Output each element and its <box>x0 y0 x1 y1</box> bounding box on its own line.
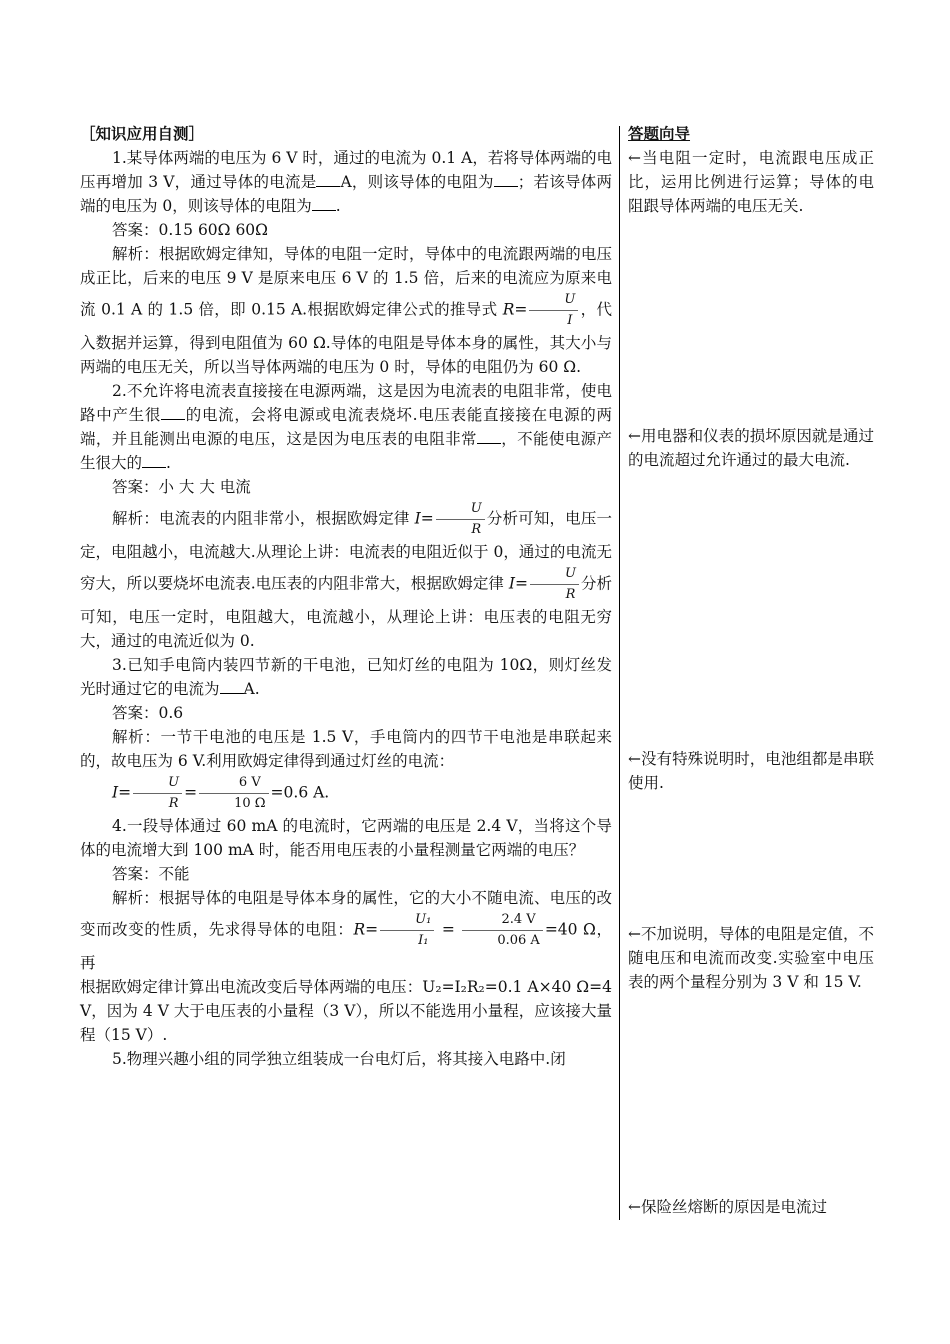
fraction-values: $\frac{6 V}{10 \Omega}$ <box>199 773 268 814</box>
answer-2: 答案：小 大 大 电流 <box>112 478 251 496</box>
explanation-4-cont: 根据欧姆定律计算出电流改变后导体两端的电压：U₂=I₂R₂=0.1 A×40 Ω=4 V，因为 4 V 大于电压表的小量程（3 V），所以不能选用小量程，应该接大量程（15 V）. <box>80 978 612 1044</box>
explanation-4: 解析：根据导体的电阻是导体本身的属性，它的大小不随电流、电压的改变而改变的性质，先求得导体的电阻：R= $\frac{\text{U₁}}{\text{I₁}}$ = $\frac{2.4 V}{0.06 A}$ =40 Ω，再 <box>80 889 612 972</box>
answer-4: 答案：不能 <box>112 865 190 883</box>
equation-3: I= $\frac{U}{R}$ = $\frac{6 V}{10 \Omega}$ =0.6 A. <box>80 773 612 814</box>
fraction-u-over-r: $\frac{U}{R}$ <box>133 773 182 814</box>
answer-1: 答案：0.15 60Ω 60Ω <box>112 221 269 239</box>
tip-2: ←用电器和仪表的损坏原因就是通过的电流超过允许通过的最大电流. <box>628 427 874 469</box>
question-1: 1.某导体两端的电压为 6 V 时，通过的电流为 0.1 A，若将导体两端的电压再增加 3 V，通过导体的电流是 A，则该导体的电阻为 ；若该导体两端的电压为 0，则该导体的电阻为 . <box>80 149 612 215</box>
question-5: 5.物理兴趣小组的同学独立组装成一台电灯后，将其接入电路中.闭 <box>112 1050 566 1068</box>
main-column <box>80 122 612 1071</box>
answer-blank <box>220 679 244 694</box>
answer-blank <box>142 453 166 468</box>
answer-blank <box>161 405 185 420</box>
fraction-u1-over-i1: $\frac{\text{U₁}}{\text{I₁}}$ <box>380 910 434 951</box>
fraction-u-over-r: $\frac{U}{R}$ <box>530 564 579 605</box>
question-4: 4.一段导体通过 60 mA 的电流时，它两端的电压是 2.4 V，当将这个导体的电流增大到 100 mA 时，能否用电压表的小量程测量它两端的电压？ <box>80 817 612 859</box>
fraction-u-over-i: $\frac{U}{I}$ <box>529 290 578 331</box>
question-2: 2.不允许将电流表直接接在电源两端，这是因为电流表的电阻非常，使电路中产生很 的电流，会将电源或电流表烧坏.电压表能直接接在电源的两端，并且能测出电源的电压，这是因为电压表的电阻非常 ，不能使电源产生很大的 . <box>80 382 612 472</box>
tip-5: ←保险丝熔断的原因是电流过 <box>628 1198 827 1216</box>
answer-blank <box>494 172 518 187</box>
column-divider <box>619 126 620 1220</box>
tip-4: ←不加说明，导体的电阻是定值，不随电压和电流而改变.实验室中电压表的两个量程分别为 3 V 和 15 V. <box>628 925 874 991</box>
fraction-u-over-r: $\frac{U}{R}$ <box>436 499 485 540</box>
answer-blank <box>312 196 336 211</box>
question-3: 3.已知手电筒内装四节新的干电池，已知灯丝的电阻为 10Ω，则灯丝发光时通过它的电流为 A. <box>80 656 612 698</box>
explanation-1: 解析：根据欧姆定律知，导体的电阻一定时，导体中的电流跟两端的电压成正比，后来的电压 9 V 是原来电压 6 V 的 1.5 倍，后来的电流应为原来电流 0.1 A 的 1.5 倍，即 0.15 A.根据欧姆定律公式的推导式 R= $\frac{U}{I}$ ，代入数据并运算，得到电阻值为 60 Ω.导体的电阻是导体本身的属性，其大小与两端的电压无关，所以当导体两端的电压为 0 时，导体的电阻仍为 60 Ω. <box>80 245 612 376</box>
side-column <box>628 122 874 218</box>
answer-blank <box>477 429 501 444</box>
side-header: 答题向导 <box>628 124 691 143</box>
explanation-3: 解析：一节干电池的电压是 1.5 V，手电筒内的四节干电池是串联起来的，故电压为 6 V.利用欧姆定律得到通过灯丝的电流： <box>80 728 612 770</box>
answer-3: 答案：0.6 <box>112 704 184 722</box>
explanation-2: 解析：电流表的内阻非常小，根据欧姆定律 I= $\frac{U}{R}$ 分析可知，电压一定，电阻越小，电流越大.从理论上讲：电流表的电阻近似于 0，通过的电流无穷大，所以要烧坏电流表.电压表的内阻非常大，根据欧姆定律 I= $\frac{U}{R}$ 分析可知，电压一定时，电阻越大，电流越小，从理论上讲：电压表的电阻无穷大，通过的电流近似为 0. <box>80 501 612 650</box>
tip-3: ←没有特殊说明时，电池组都是串联使用. <box>628 750 874 792</box>
answer-blank <box>316 172 340 187</box>
tip-1: ←当电阻一定时，电流跟电压成正比，运用比例进行运算；导体的电阻跟导体两端的电压无关. <box>628 149 874 215</box>
section-header: ［知识应用自测］ <box>80 124 205 143</box>
fraction-values: $\frac{2.4 V}{0.06 A}$ <box>462 910 542 951</box>
